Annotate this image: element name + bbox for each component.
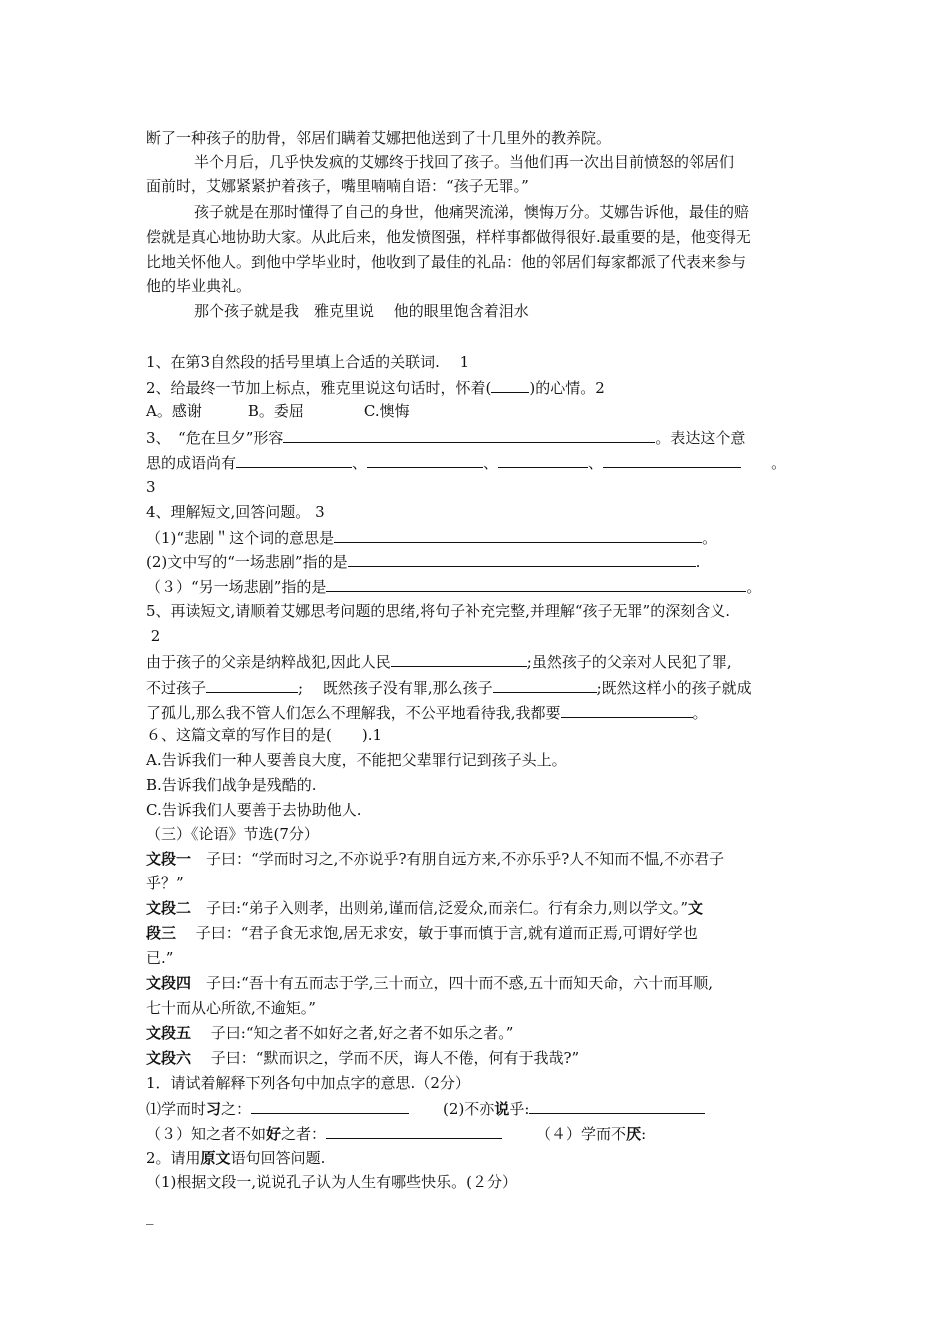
q-text: ⑴学而时: [146, 1100, 207, 1118]
lunyu-q1-3-blank[interactable]: [326, 1123, 502, 1139]
q3-text-2: 思的成语尚有: [146, 454, 237, 472]
q5-blank-1[interactable]: [391, 651, 527, 667]
q-text: （３）知之者不如: [146, 1125, 267, 1143]
dotted-char: 原文: [200, 1149, 231, 1167]
q3-synonym-blank[interactable]: [236, 452, 352, 468]
section-heading: （三）《论语》节选(7分）: [146, 825, 319, 843]
q2-blank[interactable]: [491, 377, 529, 393]
question-5-line-3: [146, 702, 708, 723]
q5-text: 了孤儿,那么我不管人们怎么不理解我，不公平地看待我,我都要: [146, 704, 561, 722]
lunyu-q1-row-2: [146, 1123, 646, 1144]
q3-synonym-blank[interactable]: [498, 452, 588, 468]
q3-sep: 、: [588, 454, 604, 472]
dotted-char: 习: [206, 1100, 222, 1118]
q5-blank-3[interactable]: [493, 677, 597, 693]
q4-3-text: （３）“另一场悲剧”指的是: [146, 578, 327, 596]
passage-text: 子曰：“学而时习之,不亦说乎?有朋自远方来,不亦乐乎?人不知而不愠,不亦君子: [191, 850, 725, 868]
question-5: 5、再读短文,请顺着艾娜思考问题的思绪,将句子补充完整,并理解“孩子无罪”的深刻含义.: [146, 602, 730, 620]
q3-sep: 、: [483, 454, 499, 472]
dotted-char: 说: [494, 1100, 510, 1118]
story-line: 面前时，艾娜紧紧护着孩子，嘴里喃喃自语：“孩子无罪。”: [146, 177, 529, 195]
q6-option-a[interactable]: A.告诉我们一种人要善良大度，不能把父辈罪行记到孩子头上。: [146, 751, 567, 769]
q4-2-blank[interactable]: [348, 551, 696, 567]
passage-3: [146, 923, 698, 943]
lunyu-question-2: [146, 1148, 325, 1168]
q5-text: ;虽然孩子的父亲对人民犯了罪,: [526, 653, 732, 671]
question-2: [146, 377, 605, 398]
passage-text: 子曰:“吾十有五而志于学,三十而立，四十而不惑,五十而知天命，六十而耳顺,: [191, 974, 714, 992]
q5-text: ; 既然孩子没有罪,那么孩子: [298, 679, 493, 697]
q-text: 之：: [221, 1100, 252, 1118]
passage-label: 段三: [146, 924, 177, 942]
question-3-synonyms: [146, 452, 786, 473]
q5-score: 2: [150, 627, 161, 645]
question-4: 4、理解短文,回答问题。 3: [146, 503, 325, 521]
question-5-score: [146, 626, 160, 646]
q3-blank[interactable]: [283, 427, 655, 443]
passage-label: 文段五: [146, 1024, 192, 1042]
story-line: 断了一种孩子的肋骨，邻居们瞒着艾娜把他送到了十几里外的教养院。: [146, 129, 612, 147]
q4-3-blank[interactable]: [326, 576, 746, 592]
q4-1-end: 。: [702, 529, 718, 547]
q5-blank-2[interactable]: [206, 677, 298, 693]
passage-text: 子曰:“知之者不如好之者,好之者不如乐之者。”: [191, 1024, 514, 1042]
q5-blank-4[interactable]: [561, 702, 693, 718]
q-text: 乎:: [509, 1100, 530, 1118]
question-4-3: [146, 576, 761, 597]
passage-1-cont: 乎？”: [146, 874, 184, 892]
story-line: 比地关怀他人。到他中学毕业时，他收到了最佳的礼品：他的邻居们每家都派了代表来参与: [146, 253, 747, 271]
q3-sep: 、: [352, 454, 368, 472]
passage-label: 文段四: [146, 974, 192, 992]
question-3: [146, 427, 745, 448]
question-3-score: 3: [146, 478, 156, 496]
passage-4-cont: 七十而从心所欲,不逾矩。”: [146, 999, 316, 1017]
q-text: (2)不亦: [443, 1100, 495, 1118]
dotted-char: 好: [266, 1125, 282, 1143]
q5-text: 。: [692, 704, 708, 722]
q2-option-c[interactable]: C.懊悔: [363, 402, 410, 420]
story-line: 孩子就是在那时懂得了自己的身世，他痛哭流涕，懊悔万分。艾娜告诉他，最佳的赔: [194, 203, 750, 221]
passage-text: 子曰：“君子食无求饱,居无求安，敏于事而慎于言,就有道而正焉,可谓好学也: [176, 924, 698, 942]
passage-label: 文段二: [146, 899, 192, 917]
lunyu-question-2-1: （1)根据文段一,说说孔子认为人生有哪些快乐。(２分）: [146, 1173, 518, 1191]
passage-6: [146, 1048, 579, 1068]
lunyu-q1-2-blank[interactable]: [529, 1098, 705, 1114]
passage-2: [146, 898, 703, 918]
story-line: 半个月后，几乎快发疯的艾娜终于找回了孩子。当他们再一次出目前愤怒的邻居们: [194, 153, 735, 171]
passage-text: 子曰:“弟子入则孝，出则弟,谨而信,泛爱众,而亲仁。行有余力,则以学文。”: [191, 899, 688, 917]
lunyu-q1-row-1: [146, 1098, 705, 1119]
q3-end: 。: [771, 454, 787, 472]
question-4-2: [146, 551, 700, 572]
lunyu-q1-1-blank[interactable]: [251, 1098, 409, 1114]
lunyu-question-1: 1．请试着解释下列各句中加点字的意思.（2分）: [146, 1074, 470, 1092]
q5-text: ;既然这样小的孩子就成: [596, 679, 752, 697]
q2-text: 2、给最终一节加上标点，雅克里说这句话时，怀着(: [146, 379, 492, 397]
q6-option-b[interactable]: B.告诉我们战争是残酷的.: [146, 776, 317, 794]
q4-3-end: 。: [746, 578, 762, 596]
story-line: 偿就是真心地协助大家。从此后来，他发愤图强，样样事都做得很好.最重要的是，他变得无: [146, 228, 751, 246]
passage-5: [146, 1023, 513, 1043]
q-text: （４）学而不: [536, 1125, 627, 1143]
passage-3-cont: 已.”: [146, 949, 174, 967]
q4-1-blank[interactable]: [334, 527, 702, 543]
q-text: 语句回答问题.: [230, 1149, 326, 1167]
question-4-1: [146, 527, 717, 548]
passage-text: 子曰：“默而识之，学而不厌，诲人不倦，何有于我哉?”: [191, 1049, 580, 1067]
question-5-line-2: [146, 677, 752, 698]
question-1: 1、在第3自然段的括号里填上合适的关联词. 1: [146, 353, 470, 371]
q4-2-end: .: [695, 553, 701, 571]
question-5-line-1: [146, 651, 732, 672]
dotted-char: 厌: [626, 1125, 642, 1143]
passage-label: 文段一: [146, 850, 192, 868]
question-2-options: [146, 401, 410, 421]
q2-option-a[interactable]: A。感谢: [146, 402, 202, 420]
passage-1: [146, 849, 724, 869]
q-text: :: [641, 1125, 647, 1143]
passage-label-part: 文: [687, 899, 703, 917]
answer-line-mark[interactable]: _: [146, 1207, 154, 1225]
q3-text: 3、 “危在旦夕”形容: [146, 429, 284, 447]
q3-synonym-blank[interactable]: [603, 452, 741, 468]
q4-2-text: (2)文中写的“一场悲剧”指的是: [146, 553, 348, 571]
passage-label: 文段六: [146, 1049, 192, 1067]
story-line: 他的毕业典礼。: [146, 277, 252, 295]
q6-option-c[interactable]: C.告诉我们人要善于去协助他人.: [146, 801, 362, 819]
story-line: 那个孩子就是我 雅克里说 他的眼里饱含着泪水: [194, 302, 529, 320]
q3-text-end: 。表达这个意: [655, 429, 746, 447]
q2-option-b[interactable]: B。委屈: [247, 402, 304, 420]
q5-text: 由于孩子的父亲是纳粹战犯,因此人民: [146, 653, 391, 671]
q2-text-end: )的心情。2: [529, 379, 605, 397]
q-text: 2。请用: [146, 1149, 201, 1167]
q4-1-text: （1)“悲剧＂这个词的意思是: [146, 529, 335, 547]
passage-4: [146, 973, 713, 993]
q-text: 之者：: [281, 1125, 327, 1143]
q3-synonym-blank[interactable]: [367, 452, 483, 468]
question-6: ６、这篇文章的写作目的是( ).1: [146, 726, 383, 744]
q5-text: 不过孩子: [146, 679, 207, 697]
